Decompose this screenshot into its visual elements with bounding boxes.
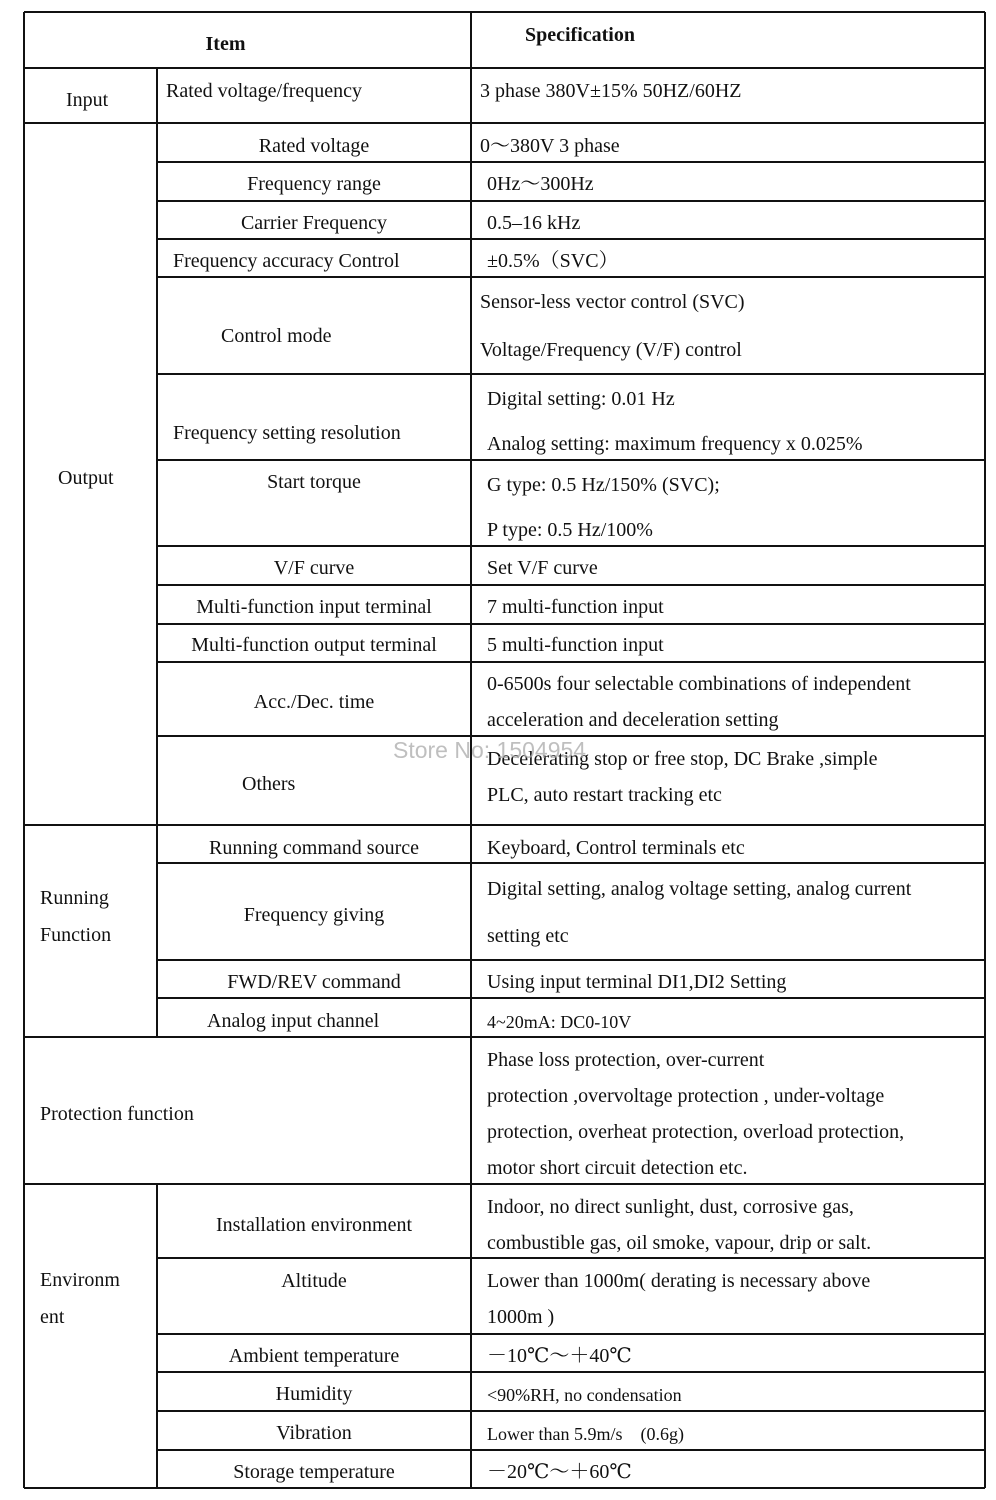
header-item: Item (205, 33, 246, 55)
spec-vibration: Lower than 5.9m/s (0.6g) (487, 1424, 684, 1444)
spec-frequency-accuracy: ±0.5%（SVC） (487, 250, 619, 272)
spec-carrier-frequency: 0.5–16 kHz (487, 212, 581, 234)
spec-installation-line1: Indoor, no direct sunlight, dust, corrosive gas, (487, 1196, 854, 1218)
spec-acc-dec-line2: acceleration and deceleration setting (487, 709, 779, 731)
item-frequency-giving: Frequency giving (243, 904, 385, 926)
group-input: Input (66, 89, 109, 111)
spec-multifunction-input: 7 multi-function input (487, 596, 664, 618)
spec-fwd-rev-command: Using input terminal DI1,DI2 Setting (487, 971, 787, 993)
spec-start-torque-line2: P type: 0.5 Hz/100% (487, 519, 653, 541)
item-frequency-range: Frequency range (247, 173, 381, 195)
spec-rated-voltage: 0～380V 3 phase (480, 135, 620, 157)
store-watermark: Store No: 1504954 (393, 737, 587, 763)
group-running-line1: Running (40, 887, 109, 909)
group-output: Output (58, 467, 114, 489)
spec-others-line1: Decelerating stop or free stop, DC Brake ,simple (487, 748, 878, 770)
spec-frequency-giving-line1: Digital setting, analog voltage setting, analog current (487, 878, 912, 900)
spec-protection-line2: protection ,overvoltage protection , under-voltage (487, 1085, 885, 1107)
item-others: Others (242, 773, 296, 795)
item-fwd-rev-command: FWD/REV command (227, 971, 401, 993)
spec-rated-voltage-frequency: 3 phase 380V±15% 50HZ/60HZ (480, 80, 742, 102)
spec-frequency-resolution-line1: Digital setting: 0.01 Hz (487, 388, 675, 410)
spec-frequency-resolution-line2: Analog setting: maximum frequency x 0.025% (487, 433, 863, 455)
item-analog-input-channel: Analog input channel (207, 1010, 380, 1032)
spec-installation-line2: combustible gas, oil smoke, vapour, drip or salt. (487, 1232, 872, 1254)
header-specification: Specification (525, 24, 635, 46)
spec-protection-line1: Phase loss protection, over-current (487, 1049, 765, 1071)
item-ambient-temperature: Ambient temperature (228, 1345, 400, 1367)
item-frequency-accuracy: Frequency accuracy Control (173, 250, 400, 272)
item-humidity: Humidity (275, 1383, 353, 1405)
item-carrier-frequency: Carrier Frequency (240, 212, 388, 234)
item-multifunction-output: Multi-function output terminal (191, 634, 437, 656)
spec-control-mode-line2: Voltage/Frequency (V/F) control (480, 339, 742, 361)
spec-frequency-range: 0Hz～300Hz (487, 173, 594, 195)
spec-humidity: <90%RH, no condensation (487, 1385, 682, 1405)
spec-control-mode-line1: Sensor-less vector control (SVC) (480, 291, 745, 313)
spec-frequency-giving-line2: setting etc (487, 925, 569, 947)
spec-multifunction-output: 5 multi-function input (487, 634, 664, 656)
group-running-line2: Function (40, 924, 112, 946)
spec-start-torque-line1: G type: 0.5 Hz/150% (SVC); (487, 474, 720, 496)
spec-analog-input-channel: 4~20mA: DC0-10V (487, 1012, 632, 1032)
group-protection: Protection function (40, 1103, 194, 1125)
spec-altitude-line2: 1000m ) (487, 1306, 555, 1328)
spec-vf-curve: Set V/F curve (487, 557, 598, 579)
spec-protection-line4: motor short circuit detection etc. (487, 1157, 748, 1179)
item-acc-dec-time: Acc./Dec. time (253, 691, 375, 713)
spec-storage-temperature: －20℃～＋60℃ (487, 1461, 632, 1483)
item-vibration: Vibration (276, 1422, 352, 1444)
item-altitude: Altitude (281, 1270, 347, 1292)
item-control-mode: Control mode (221, 325, 332, 347)
item-frequency-setting-resolution: Frequency setting resolution (173, 422, 401, 444)
spec-ambient-temperature: －10℃～＋40℃ (487, 1345, 632, 1367)
spec-altitude-line1: Lower than 1000m( derating is necessary above (487, 1270, 871, 1292)
item-installation-environment: Installation environment (215, 1214, 413, 1236)
group-environment-line1: Environm (40, 1269, 120, 1291)
spec-protection-line3: protection, overheat protection, overload protection, (487, 1121, 905, 1143)
item-storage-temperature: Storage temperature (233, 1461, 395, 1483)
item-running-command-source: Running command source (209, 837, 419, 859)
item-multifunction-input: Multi-function input terminal (196, 596, 432, 618)
item-vf-curve: V/F curve (273, 557, 355, 579)
item-start-torque: Start torque (267, 471, 361, 493)
item-rated-voltage-frequency: Rated voltage/frequency (166, 80, 363, 102)
spec-acc-dec-line1: 0-6500s four selectable combinations of independent (487, 673, 911, 695)
spec-others-line2: PLC, auto restart tracking etc (487, 784, 722, 806)
spec-running-command-source: Keyboard, Control terminals etc (487, 837, 745, 859)
group-environment-line2: ent (40, 1306, 65, 1328)
item-rated-voltage: Rated voltage (258, 135, 370, 157)
